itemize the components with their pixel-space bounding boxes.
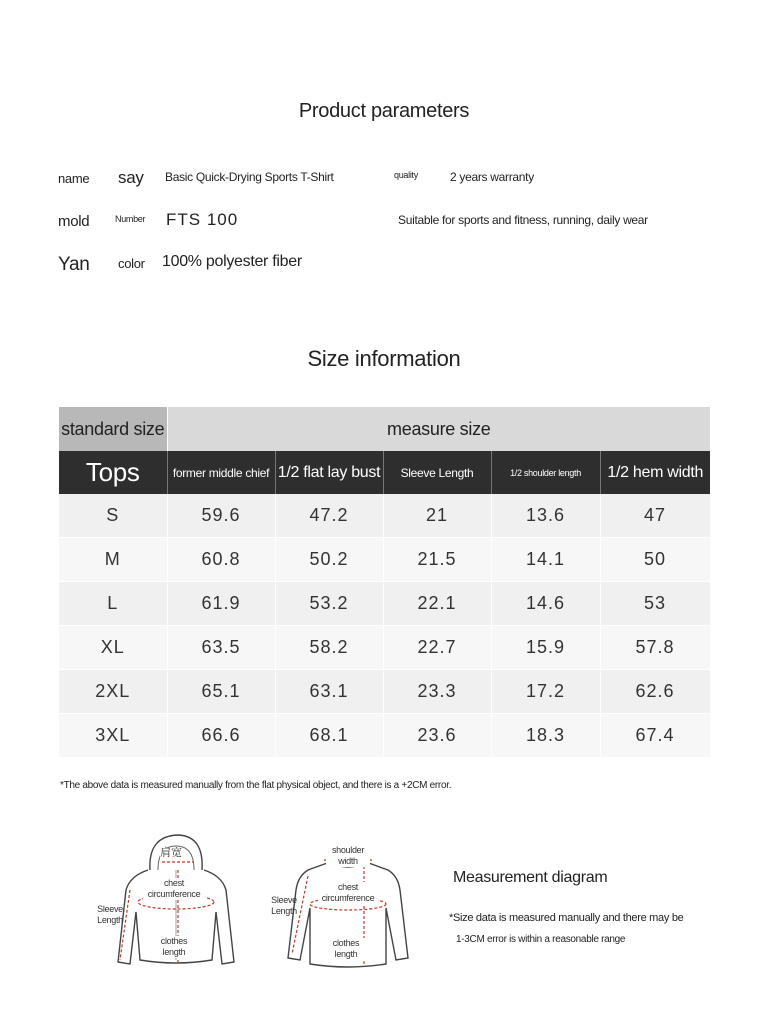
value-cell: 53 [600, 582, 710, 626]
param-value-material: 100% polyester fiber [162, 253, 302, 270]
param-value-name: Basic Quick-Drying Sports T-Shirt [165, 170, 334, 184]
table-row [59, 626, 710, 670]
size-cell: S [59, 494, 167, 538]
col-header-tops: Tops [59, 451, 167, 494]
measurement-diagram-title: Measurement diagram [453, 869, 608, 886]
value-cell: 22.1 [383, 582, 491, 626]
value-cell: 63.1 [275, 670, 383, 714]
value-cell: 67.4 [600, 714, 710, 758]
param-label-yan: Yan [58, 254, 90, 275]
product-parameters-title: Product parameters [298, 100, 470, 122]
table-row [59, 582, 710, 626]
value-cell: 14.6 [491, 582, 600, 626]
size-information-title: Size information [307, 346, 461, 371]
fig1-top-label: 肩宽 [160, 847, 182, 859]
measurement-note-line2: 1-3CM error is within a reasonable range [456, 934, 626, 945]
value-cell: 23.3 [383, 670, 491, 714]
table-row [59, 714, 710, 758]
col-header-hem: 1/2 hem width [600, 451, 710, 494]
size-table-group-header [59, 407, 710, 451]
value-cell: 58.2 [275, 626, 383, 670]
measurement-note-line1: *Size data is measured manually and there may be [449, 912, 684, 924]
size-cell: L [59, 582, 167, 626]
param-label-quality: quality [394, 170, 418, 180]
col-header-length: former middle chief [167, 451, 275, 494]
col-header-bust: 1/2 flat lay bust [275, 451, 383, 494]
value-cell: 23.6 [383, 714, 491, 758]
value-cell: 13.6 [491, 494, 600, 538]
value-cell: 17.2 [491, 670, 600, 714]
value-cell: 15.9 [491, 626, 600, 670]
fig2-sleeve-label: Sleeve Length [271, 895, 297, 916]
param-label-name: name [58, 171, 90, 186]
size-cell: M [59, 538, 167, 582]
table-row [59, 670, 710, 714]
col-header-sleeve: Sleeve Length [383, 451, 491, 494]
value-cell: 63.5 [167, 626, 275, 670]
fig1-clothes-label: clothes length [154, 936, 194, 958]
value-cell: 66.6 [167, 714, 275, 758]
param-value-model: FTS 100 [166, 210, 239, 229]
value-cell: 57.8 [600, 626, 710, 670]
fig1-chest-label: chest circumference [143, 878, 205, 900]
param-label-color: color [118, 256, 145, 271]
size-table-note: *The above data is measured manually from the flat physical object, and there is a +2CM error. [60, 780, 452, 791]
value-cell: 53.2 [275, 582, 383, 626]
value-cell: 59.6 [167, 494, 275, 538]
fig2-clothes-label: clothes length [326, 938, 366, 960]
size-cell: 2XL [59, 670, 167, 714]
size-table-column-header [59, 451, 710, 494]
param-value-usage: Suitable for sports and fitness, running, daily wear [398, 213, 648, 227]
value-cell: 21.5 [383, 538, 491, 582]
size-cell: XL [59, 626, 167, 670]
value-cell: 61.9 [167, 582, 275, 626]
measure-size-header: measure size [167, 407, 710, 451]
standard-size-header: standard size [59, 407, 167, 451]
value-cell: 50.2 [275, 538, 383, 582]
param-value-warranty: 2 years warranty [450, 170, 534, 184]
param-label-say: say [118, 168, 144, 187]
value-cell: 68.1 [275, 714, 383, 758]
param-label-mold: mold [58, 213, 90, 230]
value-cell: 65.1 [167, 670, 275, 714]
value-cell: 47.2 [275, 494, 383, 538]
col-header-shoulder: 1/2 shoulder length [491, 451, 600, 494]
table-row [59, 494, 710, 538]
value-cell: 21 [383, 494, 491, 538]
value-cell: 47 [600, 494, 710, 538]
table-row [59, 538, 710, 582]
value-cell: 22.7 [383, 626, 491, 670]
value-cell: 50 [600, 538, 710, 582]
value-cell: 14.1 [491, 538, 600, 582]
fig2-top-label: shoulder width [326, 845, 370, 867]
value-cell: 60.8 [167, 538, 275, 582]
value-cell: 62.6 [600, 670, 710, 714]
size-cell: 3XL [59, 714, 167, 758]
fig2-chest-label: chest circumference [318, 882, 378, 904]
value-cell: 18.3 [491, 714, 600, 758]
param-label-number: Number [115, 214, 146, 224]
size-table [59, 407, 711, 758]
fig1-sleeve-label: Sleeve Length [97, 904, 123, 925]
